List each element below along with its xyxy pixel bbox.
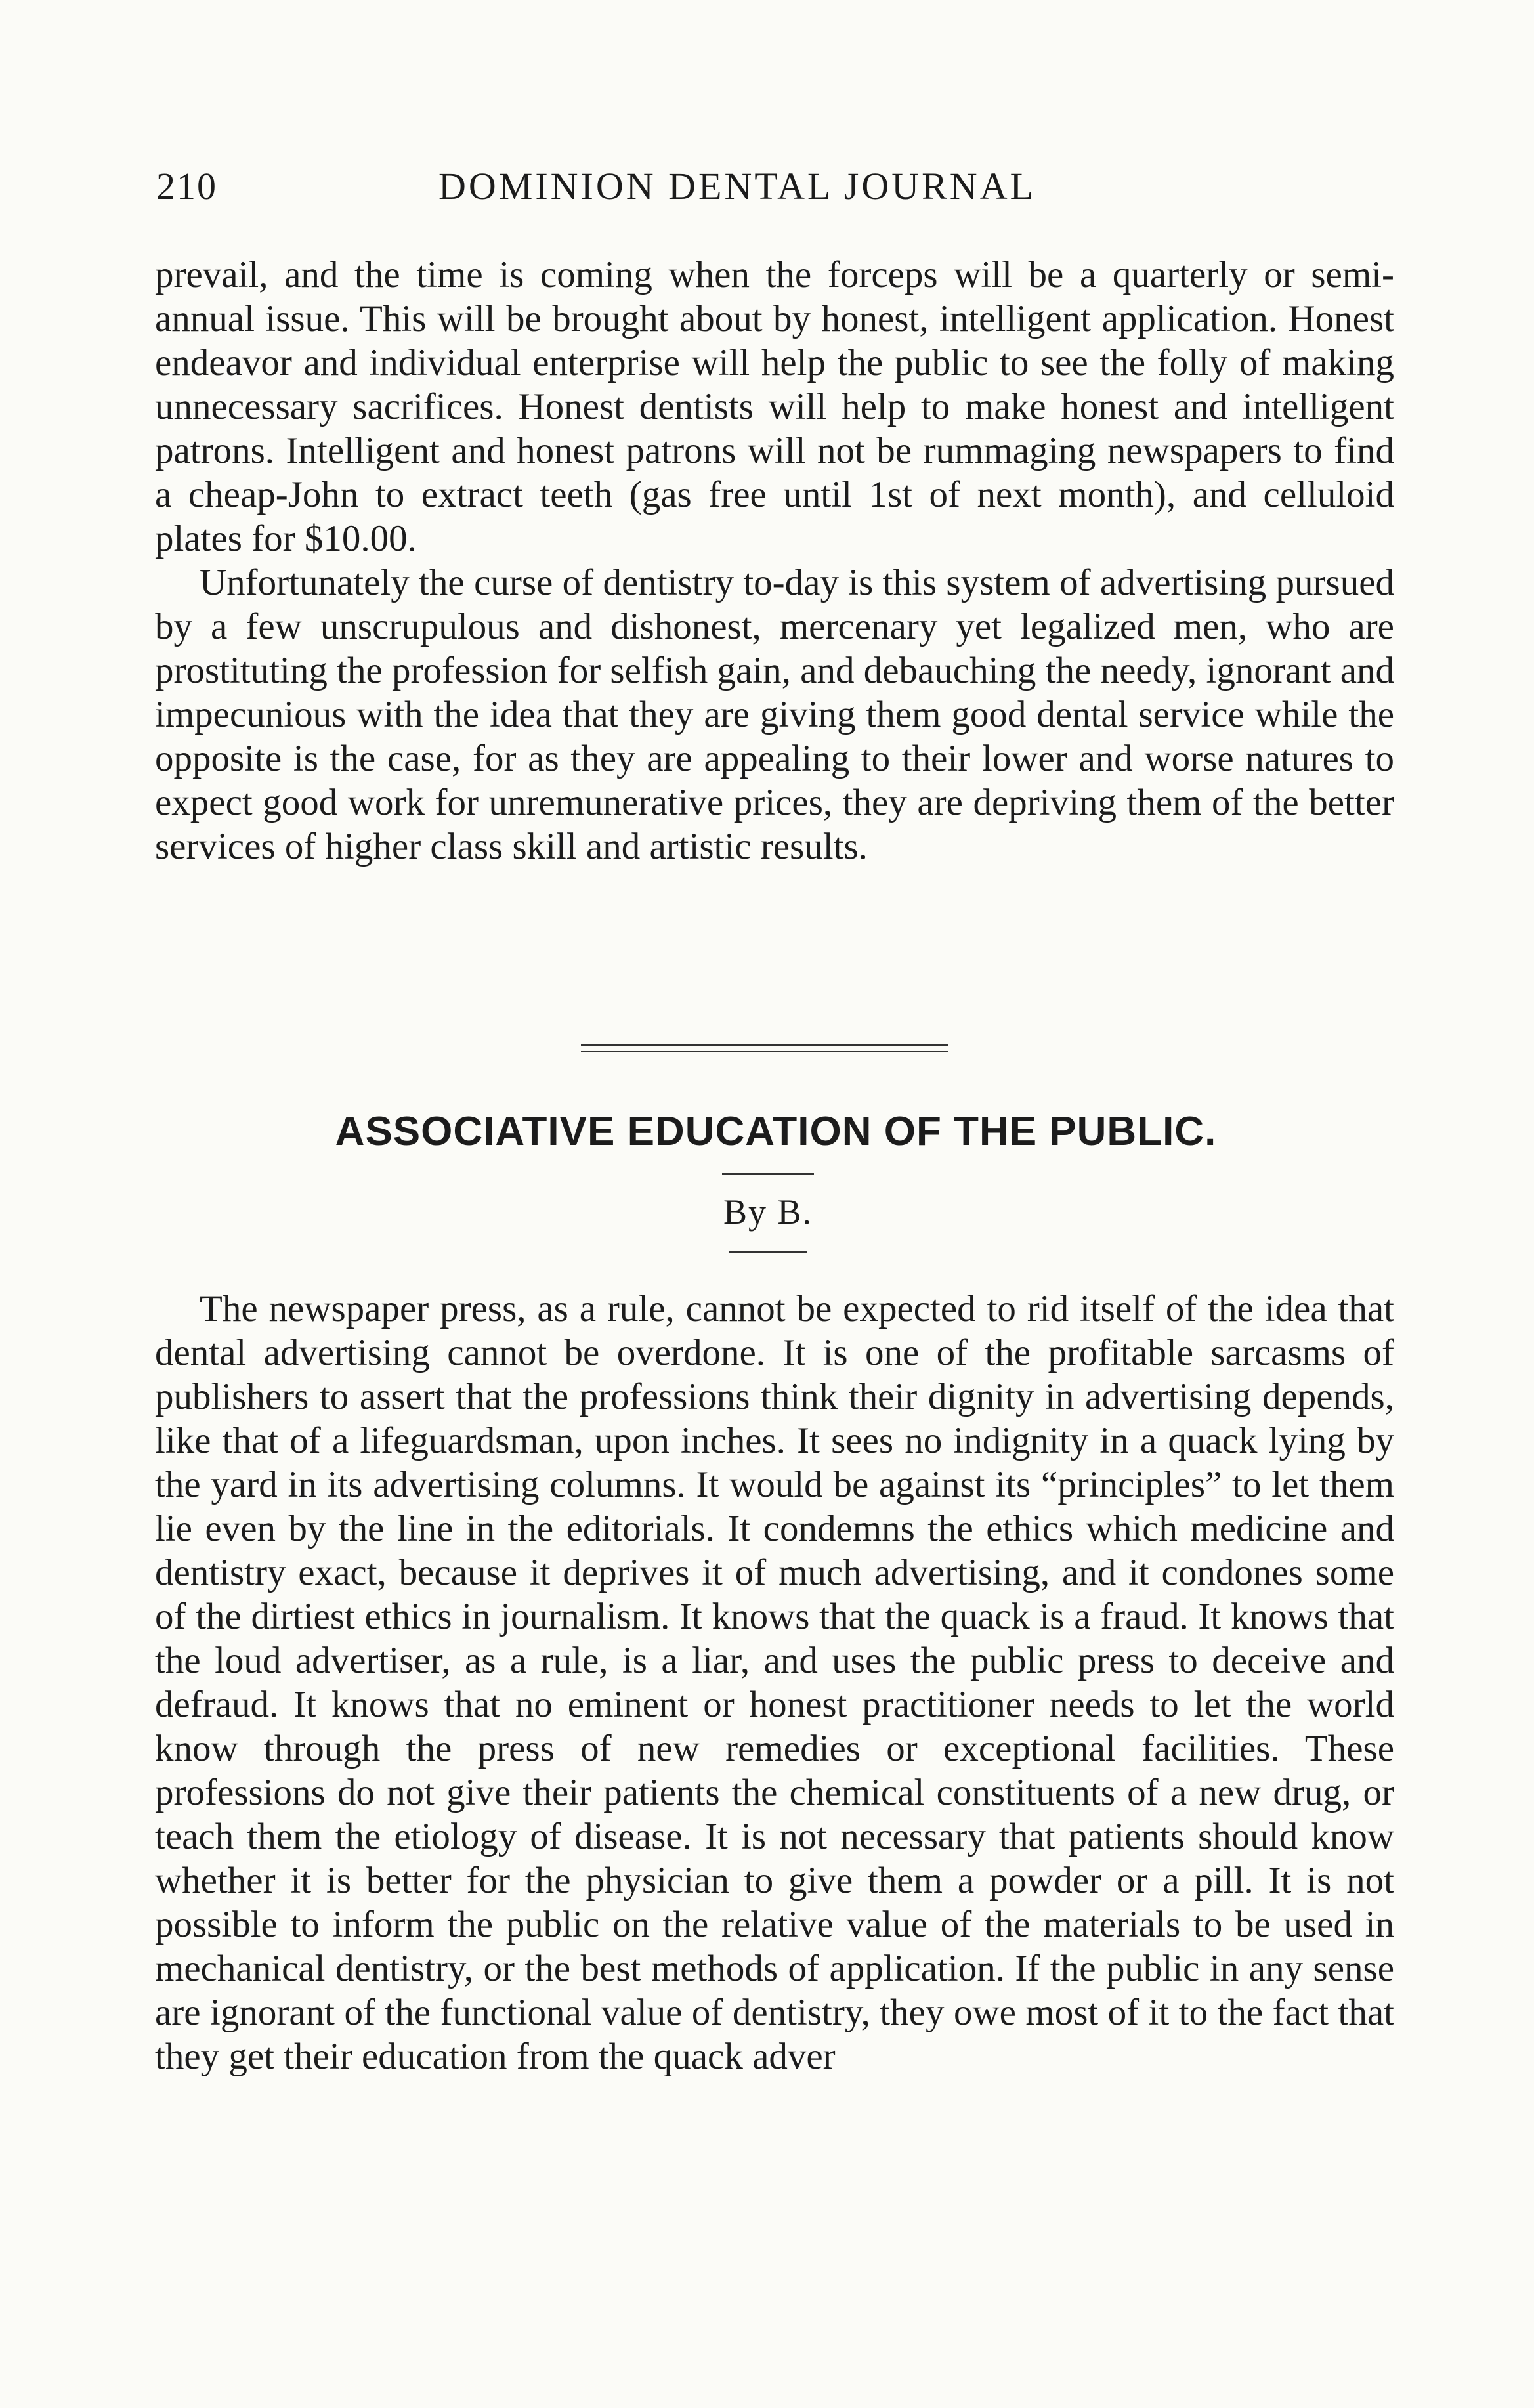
article-title: ASSOCIATIVE EDUCATION OF THE PUBLIC. bbox=[335, 1109, 1217, 1154]
byline-rule-top bbox=[722, 1173, 814, 1175]
running-title: DOMINION DENTAL JOURNAL bbox=[438, 165, 1036, 207]
page-number: 210 bbox=[156, 165, 217, 207]
article-paragraph: The newspaper press, as a rule, cannot be expected to rid itself of the idea that dental advertising cannot be overdone. It is one of the profitable sarcasms of publishers to assert that the professions think their dignity in advertising depends, like that of a lifeguardsman, upon inches. It sees no indignity in a quack lying by the yard in its advertising columns. It would be against its “principles” to let them lie even by the line in the editorials. It condemns the ethics which medicine and dentistry exact, because it deprives it of much advertising, and it condones some of the dirtiest ethics in journalism. It knows that the quack is a fraud. It knows that the loud advertiser, as a rule, is a liar, and uses the public press to deceive and defraud. It knows that no eminent or honest practitioner needs to let the world know through the press of new remedies or exceptional facilities. These professions do not give their patients the chemical constituents of a new drug, or teach them the etiology of disease. It is not necessary that patients should know whether it is better for the physician to give them a powder or a pill. It is not possible to inform the public on the relative value of the materials to be used in mechanical dentistry, or the best methods of application. If the public in any sense are ignorant of the functional value of dentistry, they owe most of it to the fact that they get their education from the quack adver bbox=[155, 1288, 1394, 2077]
section-divider bbox=[581, 1044, 948, 1052]
continuation-paragraph: Unfortunately the curse of dentistry to-day is this system of advertising pursued by a few unscrupulous and dishonest, mercenary yet legalized men, who are prostituting the profession for selfish gain, and debauching the needy, ignorant and impecunious with the idea that they are giving them good dental service while the opposite is the case, for as they are appealing to their lower and worse natures to expect good work for unremunerative prices, they are depriving them of the better services of higher class skill and artistic results. bbox=[155, 562, 1394, 867]
byline-rule-bottom bbox=[729, 1251, 807, 1253]
page-header bbox=[156, 164, 1390, 217]
continuation-paragraph: prevail, and the time is coming when the forceps will be a quarterly or semi-annual issue. This will be brought about by honest, intelligent application. Honest endeavor and individual enterprise will help the public to see the folly of making unnecessary sacrifices. Honest dentists will help to make honest and intelligent patrons. Intelligent and honest patrons will not be rummaging newspapers to find a cheap-John to extract teeth (gas free until 1st of next month), and celluloid plates for $10.00. bbox=[155, 254, 1394, 559]
article-body bbox=[155, 1287, 1394, 2078]
previous-article-continuation bbox=[155, 253, 1394, 869]
article-byline: By B. bbox=[723, 1192, 813, 1232]
